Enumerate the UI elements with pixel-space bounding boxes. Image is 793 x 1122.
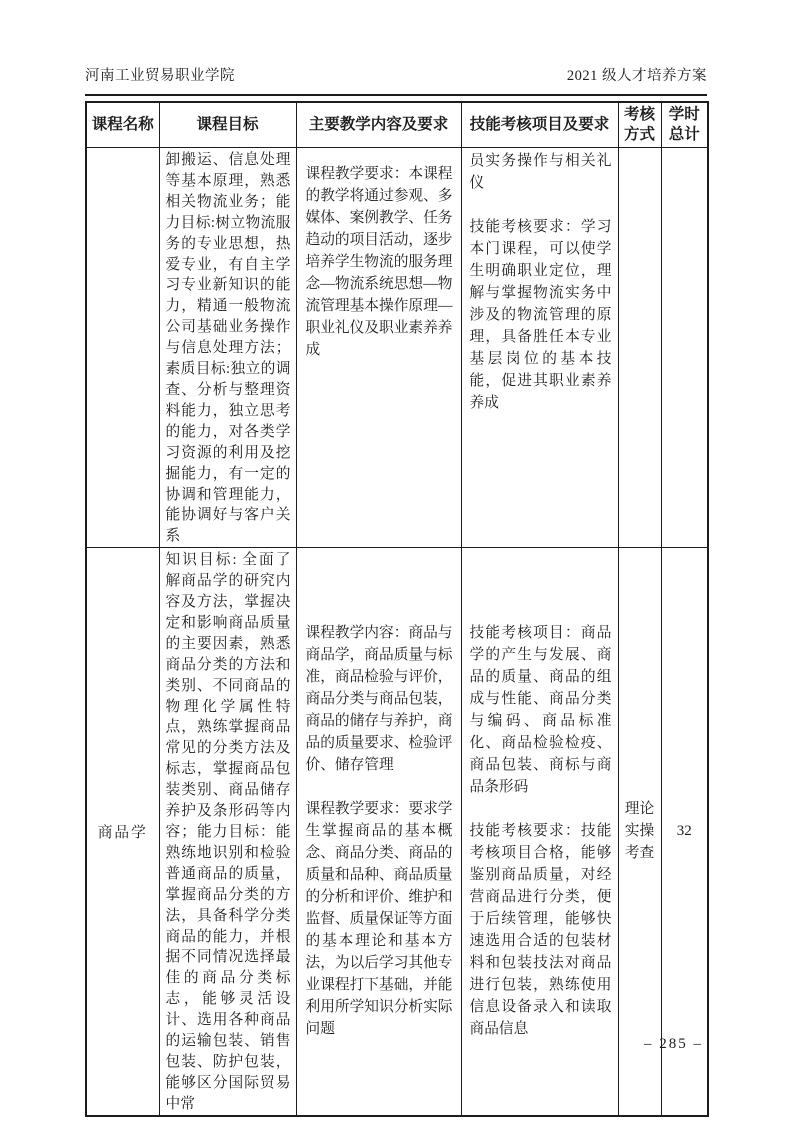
teaching-requirement-paragraph: 课程教学要求：要求学生掌握商品的基本概念、商品分类、商品的质量和品种、商品质量的分析和评价、维护和监督、质量保证等方面的基本理论和基本方法，为以后学习其他专业课程打下基础，并能利用所学知识分析实际问题 xyxy=(305,801,453,1038)
cell-total-hours xyxy=(661,148,708,548)
course-plan-table xyxy=(85,101,709,1117)
teaching-content-paragraph: 课程教学内容：商品与商品学，商品质量与标准，商品检验与评价，商品分类与商品包装，商品的储存与养护，商品的质量要求、检验评价、储存管理 xyxy=(305,625,453,774)
page-number: – 285 – xyxy=(644,1036,703,1052)
cell-course-objectives: 卸搬运、信息处理等基本原理，熟悉相关物流业务；能力目标:树立物流服务的专业思想，热爱专业，有自主学习专业新知识的能力，精通一般物流公司基础业务操作与信息处理方法；素质目标:独立的调查、分析与整理资料能力，独立思考的能力，对各类学习资源的利用及挖掘能力，有一定的协调和管理能力，能协调好与客户关系 xyxy=(159,148,296,548)
col-header-course-objectives: 课程目标 xyxy=(159,102,296,148)
cell-assessment-method: 理论实操考查 xyxy=(618,548,661,1116)
cell-teaching-content xyxy=(296,548,461,1116)
cell-assessment-method xyxy=(618,148,661,548)
header-plan-title: 2021 级人才培养方案 xyxy=(566,68,707,84)
cell-course-objectives: 知识目标: 全面了解商品学的研究内容及方法，掌握决定和影响商品质量的主要因素，熟悉商品分类的方法和类别、不同商品的物理化学属性特点，熟练掌握商品常见的分类方法及标志，掌握商品包装类别、商品储存养护及条形码等内容；能力目标：能熟练地识别和检验普通商品的质量，掌握商品分类的方法，具备科学分类商品的能力，并根据不同情况选择最佳的商品分类标志，能够灵活设计、选用各种商品的运输包装、销售包装、防护包装，能够区分国际贸易中常 xyxy=(159,548,296,1116)
table-row-commodity-science xyxy=(86,548,708,1116)
assessment-requirement-paragraph: 技能考核要求：学习本门课程，可以使学生明确职业定位，理解与掌握物流实务中涉及的物流管理的原理，具备胜任本专业基层岗位的基本技能，促进其职业素养养成 xyxy=(469,219,612,411)
table-row-logistics-continued xyxy=(86,148,708,548)
assessment-requirement-paragraph: 技能考核要求：技能考核项目合格，能够鉴别商品质量，对经营商品进行分类，便于后续管理，能够快速选用合适的包装材料和包装技法对商品进行包装，熟练使用信息设备录入和读取商品信息 xyxy=(469,823,612,1038)
cell-skill-assessment xyxy=(461,148,618,548)
col-header-skill-assessment: 技能考核项目及要求 xyxy=(461,102,618,148)
col-header-assessment-method: 考核方式 xyxy=(618,102,661,148)
cell-course-name xyxy=(86,148,159,548)
cell-teaching-content xyxy=(296,148,461,548)
header-divider xyxy=(85,94,707,96)
cell-skill-assessment xyxy=(461,548,618,1116)
page-header xyxy=(85,64,707,85)
header-school-name: 河南工业贸易职业学院 xyxy=(85,68,235,84)
col-header-course-name: 课程名称 xyxy=(86,102,159,148)
col-header-teaching-content: 主要教学内容及要求 xyxy=(296,102,461,148)
teaching-requirement-paragraph: 课程教学要求：本课程的教学将通过参观、多媒体、案例教学、任务趋动的项目活动，逐步培养学生物流的服务理念—物流系统思想—物流管理基本操作原理—职业礼仪及职业素养养成 xyxy=(305,166,453,358)
table-header-row xyxy=(86,102,708,148)
cell-total-hours: 32 xyxy=(661,548,708,1116)
cell-course-name: 商品学 xyxy=(86,548,159,1116)
assessment-item-paragraph: 技能考核项目：商品学的产生与发展、商品的质量、商品的组成与性能、商品分类与编码、商品标准化、商品检验检疫、商品包装、商标与商品条形码 xyxy=(469,625,612,796)
col-header-total-hours: 学时总计 xyxy=(661,102,708,148)
assessment-item-paragraph: 员实务操作与相关礼仪 xyxy=(469,153,612,191)
